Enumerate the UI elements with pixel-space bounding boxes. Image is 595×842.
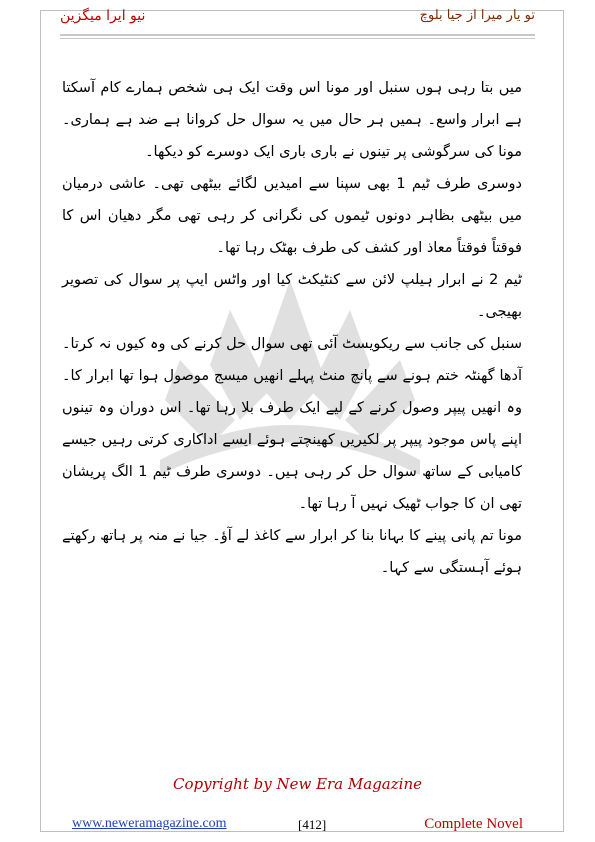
paragraph: دوسری طرف ٹیم 1 بھی سپنا سے امیدیں لگائے بیٹھی تھی۔ عاشی درمیان میں بیٹھی بظاہر دونوں ٹیموں کی نگرانی کر رہی تھی مگر دھیان اس کا فوقتاً فوقتاً معاذ اور کشف کی طرف بھٹک رہا تھا۔: [62, 176, 523, 256]
copyright-notice: Copyright by New Era Magazine: [173, 775, 422, 793]
magazine-title: نیو ایرا میگزین: [60, 8, 146, 24]
novel-body-text: [62, 72, 522, 584]
paragraph: مونا تم پانی پینے کا بہانا بنا کر ابرار سے کاغذ لے آؤ۔ جیا نے منہ پر ہاتھ رکھتے ہوئے آہستگی سے کہا۔: [62, 528, 522, 576]
page-number: [412]: [298, 817, 327, 832]
page-header: [60, 8, 535, 32]
header-divider: [60, 34, 535, 36]
complete-novel-label: Complete Novel: [424, 816, 523, 832]
novel-author-title: تو یار میرا از جیا بلوچ: [419, 8, 535, 23]
header-divider-thin: [60, 38, 535, 39]
website-link[interactable]: www.neweramagazine.com: [72, 816, 227, 831]
paragraph: ٹیم 2 نے ابرار ہیلپ لائن سے کنٹیکٹ کیا اور واٹس ایپ پر سوال کی تصویر بھیجی۔: [62, 272, 523, 320]
page-footer: [72, 816, 523, 838]
paragraph: میں بتا رہی ہوں سنبل اور مونا اس وقت ایک ہی شخص ہمارے کام آسکتا ہے ابرار واسع۔ ہمیں ہر حال میں یہ سوال حل کروانا ہے ضد ہے ہماری۔ مونا کی سرگوشی پر تینوں نے باری باری ایک دوسرے کو دیکھا۔: [62, 80, 522, 160]
paragraph: سنبل کی جانب سے ریکویسٹ آئی تھی سوال حل کرنے کی وہ کیوں نہ کرتا۔ آدھا گھنٹہ ختم ہونے سے پانچ منٹ پہلے انھیں میسج موصول ہوا تھا ابرار کا۔ وہ انھیں پیپر وصول کرنے کے لیے ایک طرف بلا رہا تھا۔ اس دوران وہ تینوں اپنے پاس موجود پیپر پر لکیریں کھینچتے ہوئے ایسے اداکاری کرتی رہیں جیسے کامیابی کے ساتھ سوال حل کر رہی ہیں۔ دوسری طرف ٹیم 1 الگ پریشان تھی ان کا جواب ٹھیک نہیں آ رہا تھا۔: [62, 336, 522, 512]
